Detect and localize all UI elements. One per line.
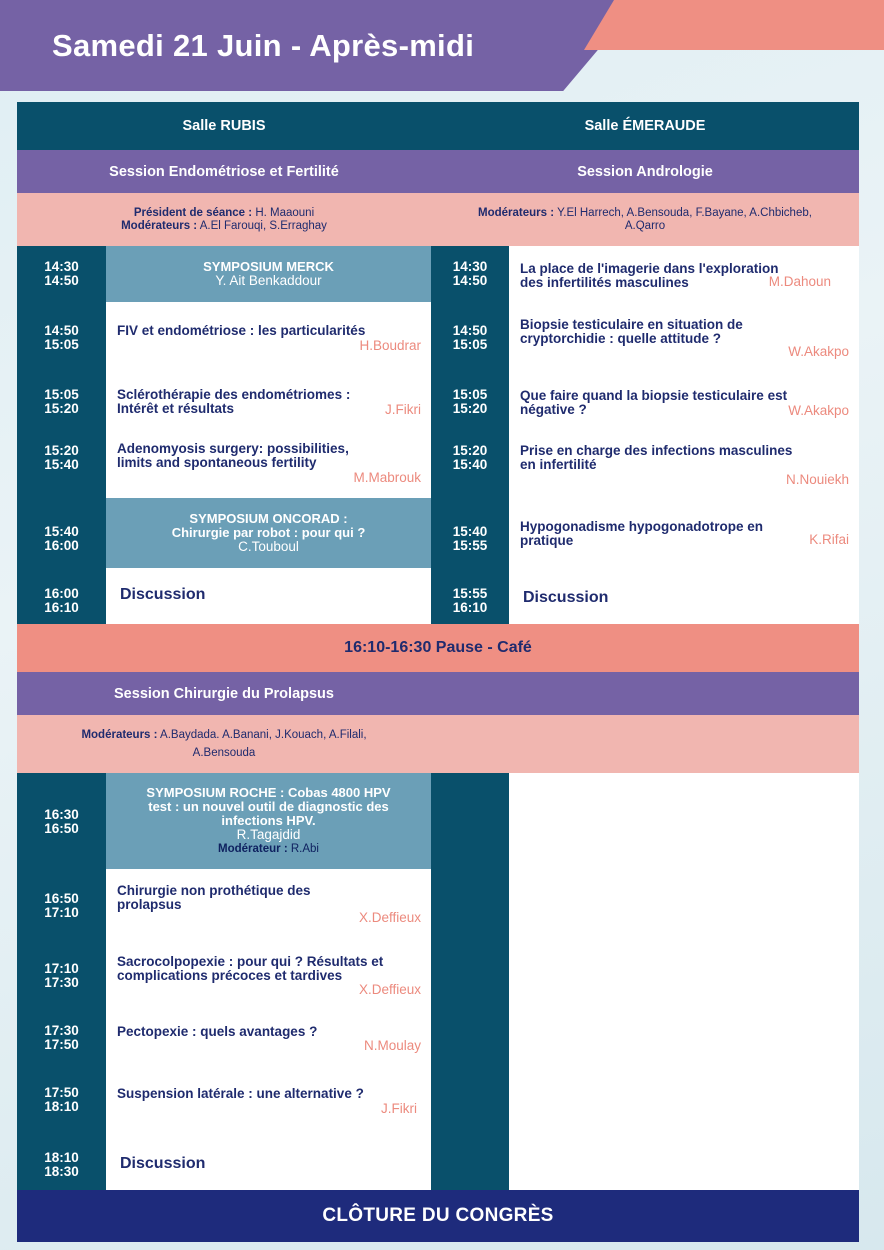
talk-item: Chirurgie non prothétique des prolapsus X.Deffieux bbox=[117, 883, 421, 925]
talk-item: Prise en charge des infections masculines en infertilité N.Nouiekh bbox=[520, 443, 849, 487]
time-slot: 14:30 14:50 bbox=[452, 259, 488, 288]
session-prolapsus-row bbox=[17, 672, 859, 715]
time-slot: 15:20 15:40 bbox=[452, 443, 488, 472]
moderators-row bbox=[17, 193, 859, 246]
moderators-label: Modérateurs : bbox=[81, 728, 158, 741]
empty-content-column bbox=[509, 773, 859, 1190]
session-endometriose: Session Endométriose et Fertilité bbox=[109, 163, 339, 180]
prolapsus-content-column bbox=[106, 773, 431, 1190]
discussion-item: Discussion bbox=[120, 1155, 206, 1172]
discussion-item: Discussion bbox=[523, 589, 609, 606]
empty-time-column bbox=[431, 773, 509, 1190]
moderators-label: Modérateurs : bbox=[121, 219, 198, 232]
time-slot: 14:50 15:05 bbox=[452, 323, 488, 352]
time-slot: 18:10 18:30 bbox=[44, 1150, 79, 1179]
closing-title: CLÔTURE DU CONGRÈS bbox=[322, 1205, 554, 1226]
symposium-merck: SYMPOSIUM MERCK Y. Ait Benkaddour bbox=[106, 246, 431, 302]
program-table bbox=[17, 102, 859, 1242]
time-slot: 15:20 15:40 bbox=[44, 443, 79, 472]
time-slot: 14:50 15:05 bbox=[44, 323, 79, 352]
time-slot: 16:00 16:10 bbox=[44, 586, 79, 615]
rubis-time-column bbox=[17, 246, 106, 624]
president-names: H. Maaouni bbox=[255, 206, 315, 219]
time-slot: 17:50 18:10 bbox=[44, 1085, 79, 1114]
emeraude-time-column bbox=[431, 246, 509, 624]
moderators-names: Y.El Harrech, A.Bensouda, F.Bayane, A.Chbicheb, bbox=[557, 206, 812, 219]
symposium-oncorad: SYMPOSIUM ONCORAD : Chirurgie par robot : pour qui ? C.Touboul bbox=[106, 498, 431, 568]
session-andrologie: Session Andrologie bbox=[577, 163, 713, 180]
time-slot: 15:55 16:10 bbox=[452, 586, 488, 615]
moderators-names: A.Baydada. A.Banani, J.Kouach, A.Filali, bbox=[160, 728, 367, 741]
moderators-emeraude bbox=[431, 193, 859, 246]
session-row bbox=[17, 150, 859, 193]
moderators-names-cont: A.Qarro bbox=[624, 219, 666, 232]
time-slot: 16:50 17:10 bbox=[44, 891, 79, 920]
emeraude-content-column bbox=[509, 246, 859, 624]
time-slot: 17:30 17:50 bbox=[44, 1023, 79, 1052]
president-label: Président de séance : bbox=[133, 206, 253, 219]
talk-item: La place de l'imagerie dans l'exploration des infertilités masculines M.Dahoun bbox=[520, 261, 831, 290]
rubis-content-column bbox=[106, 246, 431, 624]
talk-item: FIV et endométriose : les particularités H.Boudrar bbox=[117, 323, 421, 353]
page-title: Samedi 21 Juin - Après-midi bbox=[52, 28, 475, 63]
hall-header-row bbox=[17, 102, 859, 150]
discussion-item: Discussion bbox=[120, 586, 206, 603]
closing-row bbox=[17, 1190, 859, 1242]
talk-item: Sclérothérapie des endométriomes : Intérêt et résultats J.Fikri bbox=[117, 387, 421, 417]
time-slot: 16:30 16:50 bbox=[44, 807, 79, 836]
talk-item: Pectopexie : quels avantages ? N.Moulay bbox=[117, 1024, 421, 1053]
moderators-prolapsus bbox=[17, 715, 431, 773]
talk-item: Hypogonadisme hypogonadotrope en pratique K.Rifai bbox=[520, 519, 849, 548]
moderators-label: Modérateurs : bbox=[478, 206, 555, 219]
pause-cafe-row bbox=[17, 624, 859, 672]
header-accent-stripe bbox=[584, 0, 884, 50]
talk-item: Suspension latérale : une alternative ? J.Fikri bbox=[117, 1086, 417, 1116]
session-prolapsus: Session Chirurgie du Prolapsus bbox=[114, 685, 334, 702]
talk-item: Biopsie testiculaire en situation de cryptorchidie : quelle attitude ? W.Akakpo bbox=[520, 317, 849, 359]
symposium-roche: SYMPOSIUM ROCHE : Cobas 4800 HPV test : un nouvel outil de diagnostic des infections HPV. R.Tagajdid Modérateur : R.Abi bbox=[106, 773, 431, 869]
moderators-names-cont: A.Bensouda bbox=[192, 746, 256, 759]
hall-emeraude: Salle ÉMERAUDE bbox=[584, 118, 706, 134]
talk-item: Adenomyosis surgery: possibilities, limits and spontaneous fertility M.Mabrouk bbox=[117, 441, 421, 485]
moderators-prolapsus-row bbox=[17, 715, 859, 773]
time-slot: 15:40 16:00 bbox=[44, 524, 79, 553]
time-slot: 14:30 14:50 bbox=[44, 259, 79, 288]
hall-rubis: Salle RUBIS bbox=[182, 118, 266, 134]
pause-cafe: 16:10-16:30 Pause - Café bbox=[344, 639, 532, 656]
moderators-rubis bbox=[17, 193, 431, 246]
prolapsus-time-column bbox=[17, 773, 106, 1190]
moderators-names: A.El Farouqi, S.Erraghay bbox=[199, 219, 327, 232]
time-slot: 15:05 15:20 bbox=[452, 387, 488, 416]
time-slot: 17:10 17:30 bbox=[44, 961, 79, 990]
time-slot: 15:05 15:20 bbox=[44, 387, 79, 416]
talk-item: Sacrocolpopexie : pour qui ? Résultats et complications précoces et tardives X.Deffieux bbox=[117, 954, 421, 997]
talk-item: Que faire quand la biopsie testiculaire est négative ? W.Akakpo bbox=[520, 388, 849, 418]
time-slot: 15:40 15:55 bbox=[452, 524, 488, 553]
